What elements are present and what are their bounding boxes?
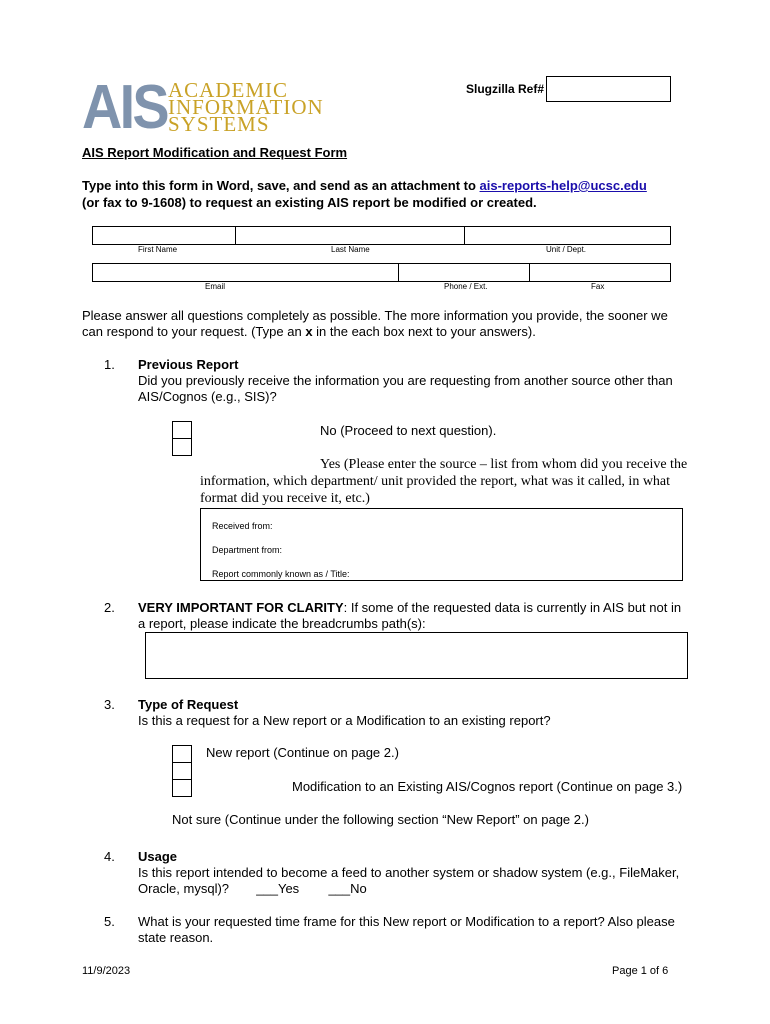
- department-from-label: Department from:: [212, 545, 283, 555]
- first-name-label: First Name: [138, 245, 178, 254]
- logo-words: [168, 78, 324, 136]
- q1-title: Previous Report: [138, 357, 239, 372]
- q5-text: What is your requested time frame for this New report or Modification to a report? Also please state reason.: [138, 914, 675, 945]
- q3-title: Type of Request: [138, 697, 239, 712]
- ais-logo: [82, 73, 324, 142]
- logo-line-2: INFORMATION: [168, 95, 324, 119]
- q5-number: 5.: [104, 914, 115, 929]
- unit-label: Unit / Dept.: [546, 245, 587, 254]
- last-name-field[interactable]: [236, 227, 465, 244]
- logo-letters: AIS: [82, 73, 167, 142]
- instructions: [82, 308, 692, 340]
- q3-notsure-checkbox[interactable]: [172, 779, 192, 797]
- unit-field[interactable]: [465, 227, 670, 244]
- slugzilla-label: Slugzilla Ref#: [466, 82, 545, 96]
- form-title: AIS Report Modification and Request Form: [82, 145, 348, 160]
- q2-body: : If some of the requested data is currently in AIS but not in a report, please indicate the breadcrumbs path(s):: [138, 600, 682, 631]
- first-name-field[interactable]: [93, 227, 236, 244]
- q1-option-no: No (Proceed to next question).: [320, 423, 497, 438]
- received-from-label: Received from:: [212, 521, 273, 531]
- known-as-label: Report commonly known as / Title:: [212, 569, 350, 579]
- q3-text: Is this a request for a New report or a Modification to an existing report?: [138, 713, 551, 728]
- slugzilla-field[interactable]: [546, 76, 671, 102]
- intro-before: Type into this form in Word, save, and send as an attachment to: [82, 178, 480, 193]
- q3-number: 3.: [104, 697, 115, 712]
- q2-text: [138, 600, 688, 632]
- q1-yes-checkbox[interactable]: [172, 438, 192, 456]
- q3-new-checkbox[interactable]: [172, 745, 192, 763]
- breadcrumbs-field[interactable]: [145, 632, 688, 679]
- contact-row-2: [92, 263, 671, 282]
- last-name-label: Last Name: [331, 245, 370, 254]
- q4-number: 4.: [104, 849, 115, 864]
- contact-row-1: [92, 226, 671, 245]
- logo-line-1: ACADEMIC: [168, 78, 289, 102]
- q3-option-mod: Modification to an Existing AIS/Cognos report (Continue on page 3.): [292, 779, 683, 794]
- fax-field[interactable]: [530, 264, 670, 281]
- instructions-x: x: [305, 324, 313, 339]
- q4-yes[interactable]: ___Yes: [256, 881, 300, 896]
- q1-option-yes: Yes (Please enter the source – list from whom did you receive the information, which department/ unit provided the report, what was it called, in what format did you receive it, etc.): [200, 457, 688, 506]
- q3-option-notsure: Not sure (Continue under the following section “New Report” on page 2.): [172, 812, 589, 827]
- phone-label: Phone / Ext.: [444, 282, 488, 291]
- q2-number: 2.: [104, 600, 115, 615]
- intro-after: (or fax to 9-1608) to request an existing AIS report be modified or created.: [82, 195, 537, 210]
- q4-body: Is this report intended to become a feed to another system or shadow system (e.g., FileMaker, Oracle, mysql)?: [138, 865, 680, 896]
- logo-line-3: SYSTEMS: [168, 112, 270, 136]
- q4-no[interactable]: ___No: [328, 881, 367, 896]
- instructions-part-1: Please answer all questions completely as possible. The more information you provide, the sooner we can respond to your request. (Type an: [82, 308, 668, 339]
- q3-mod-checkbox[interactable]: [172, 762, 192, 780]
- q1-number: 1.: [104, 357, 115, 372]
- email-link[interactable]: ais-reports-help@ucsc.edu: [479, 178, 647, 193]
- q1-no-checkbox[interactable]: [172, 421, 192, 439]
- q1-source-box[interactable]: [200, 508, 683, 581]
- phone-field[interactable]: [399, 264, 530, 281]
- q2-title: VERY IMPORTANT FOR CLARITY: [138, 600, 344, 615]
- footer-page: Page 1 of 6: [612, 965, 669, 977]
- instructions-part-2: in the each box next to your answers).: [312, 324, 536, 339]
- q4-title: Usage: [138, 849, 178, 864]
- q1-text: Did you previously receive the information you are requesting from another source other than AIS/Cognos (e.g., SIS)?: [138, 373, 673, 404]
- email-label: Email: [205, 282, 226, 291]
- fax-label: Fax: [591, 282, 605, 291]
- q3-option-new: New report (Continue on page 2.): [206, 745, 399, 760]
- q4-text: [138, 865, 688, 897]
- footer-date: 11/9/2023: [82, 965, 131, 977]
- email-field[interactable]: [93, 264, 399, 281]
- intro-text: [82, 177, 702, 211]
